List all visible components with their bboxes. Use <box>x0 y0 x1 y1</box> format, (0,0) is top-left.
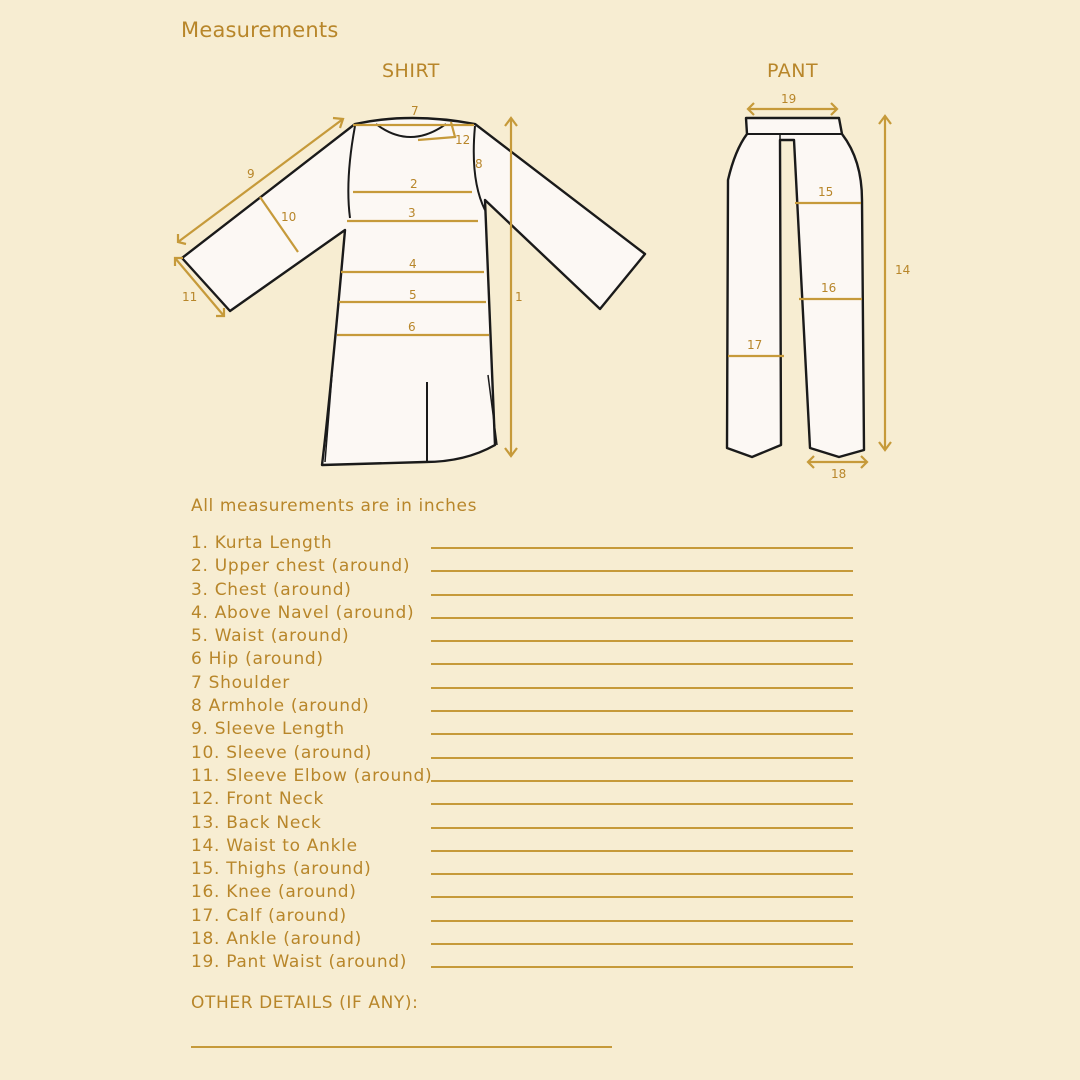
measurement-label: 2. Upper chest (around) <box>191 556 411 577</box>
mark-label-11: 11 <box>182 290 198 304</box>
measurement-row <box>191 881 861 904</box>
measurement-label: 15. Thighs (around) <box>191 859 372 880</box>
pant-heading: PANT <box>767 60 819 82</box>
measurement-entry-line[interactable] <box>431 966 853 968</box>
measurement-row <box>191 812 861 835</box>
measurement-row <box>191 532 861 555</box>
measurement-entry-line[interactable] <box>431 943 853 945</box>
measurement-row <box>191 951 861 974</box>
mark-label-19: 19 <box>781 92 797 106</box>
mark-label-17: 17 <box>747 338 763 352</box>
measurement-row <box>191 718 861 741</box>
measurement-label: 6 Hip (around) <box>191 649 324 670</box>
measurement-entry-line[interactable] <box>431 827 853 829</box>
measurement-label: 11. Sleeve Elbow (around) <box>191 765 433 786</box>
pant-diagram <box>727 92 910 481</box>
mark-label-2: 2 <box>410 177 418 191</box>
shirt-diagram <box>175 104 645 465</box>
mark-label-8: 8 <box>475 157 483 171</box>
measurement-row <box>191 742 861 765</box>
measurement-row <box>191 672 861 695</box>
measurement-list <box>191 532 861 975</box>
measurement-entry-line[interactable] <box>431 873 853 875</box>
measurement-row <box>191 788 861 811</box>
mark-label-18: 18 <box>831 467 847 481</box>
measurement-entry-line[interactable] <box>431 594 853 596</box>
measurement-entry-line[interactable] <box>431 733 853 735</box>
measurement-label: 19. Pant Waist (around) <box>191 952 408 973</box>
measurement-label: 4. Above Navel (around) <box>191 602 415 623</box>
mark-label-15: 15 <box>818 185 834 199</box>
measurement-entry-line[interactable] <box>431 920 853 922</box>
measurement-entry-line[interactable] <box>431 803 853 805</box>
measurement-entry-line[interactable] <box>431 617 853 619</box>
mark-label-14: 14 <box>895 263 911 277</box>
measurement-row <box>191 625 861 648</box>
measurement-entry-line[interactable] <box>431 757 853 759</box>
measurement-label: 3. Chest (around) <box>191 579 352 600</box>
measurement-label: 17. Calf (around) <box>191 905 347 926</box>
measurement-entry-line[interactable] <box>431 780 853 782</box>
other-details-label: OTHER DETAILS (IF ANY): <box>191 993 419 1013</box>
mark-label-5: 5 <box>409 288 417 302</box>
measurement-label: 9. Sleeve Length <box>191 719 345 740</box>
measurement-label: 1. Kurta Length <box>191 533 333 553</box>
measurement-label: 8 Armhole (around) <box>191 696 370 717</box>
measurement-label: 13. Back Neck <box>191 812 322 833</box>
measurement-entry-line[interactable] <box>431 547 853 549</box>
units-note: All measurements are in inches <box>191 496 478 516</box>
measurement-entry-line[interactable] <box>431 850 853 852</box>
measurement-row <box>191 695 861 718</box>
measurement-row <box>191 928 861 951</box>
measurement-label: 16. Knee (around) <box>191 882 357 903</box>
measurement-entry-line[interactable] <box>431 710 853 712</box>
mark-label-3: 3 <box>408 206 416 220</box>
measurement-row <box>191 555 861 578</box>
shirt-heading: SHIRT <box>382 60 440 82</box>
garment-diagrams <box>0 0 1080 500</box>
measurement-row <box>191 765 861 788</box>
measurement-label: 14. Waist to Ankle <box>191 835 358 856</box>
measurement-entry-line[interactable] <box>431 640 853 642</box>
measurement-row <box>191 579 861 602</box>
measurement-entry-line[interactable] <box>431 570 853 572</box>
measurement-label: 10. Sleeve (around) <box>191 742 373 763</box>
measurement-row <box>191 835 861 858</box>
other-details-field[interactable] <box>191 1046 612 1048</box>
mark-label-1: 1 <box>515 290 523 304</box>
measurement-row <box>191 602 861 625</box>
mark-label-16: 16 <box>821 281 837 295</box>
page-title: Measurements <box>181 18 339 42</box>
mark-label-9: 9 <box>247 167 255 181</box>
measurement-label: 5. Waist (around) <box>191 626 350 647</box>
measurement-label: 18. Ankle (around) <box>191 929 362 950</box>
pant-outline <box>727 118 864 457</box>
mark-label-10: 10 <box>281 210 297 224</box>
measurement-row <box>191 648 861 671</box>
measurement-row <box>191 905 861 928</box>
mark-label-12: 12 <box>455 133 471 147</box>
measurement-entry-line[interactable] <box>431 687 853 689</box>
mark-label-7: 7 <box>411 104 419 118</box>
measurement-entry-line[interactable] <box>431 663 853 665</box>
measurement-row <box>191 858 861 881</box>
measurement-label: 12. Front Neck <box>191 789 325 810</box>
mark-label-6: 6 <box>408 320 416 334</box>
mark-label-4: 4 <box>409 257 417 271</box>
measurement-entry-line[interactable] <box>431 896 853 898</box>
measurement-label: 7 Shoulder <box>191 672 290 693</box>
